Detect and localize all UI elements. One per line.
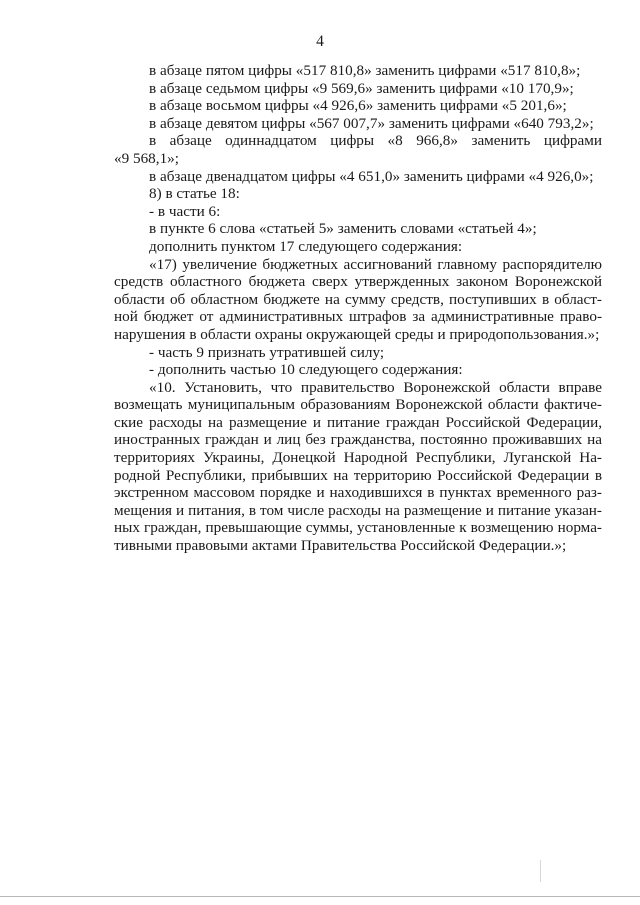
text-line: родной Республики, прибывших на территорию Российской Федерации в <box>114 466 602 484</box>
text-line: - дополнить частью 10 следующего содержания: <box>149 361 463 379</box>
text-line: ские расходы на размещение и питание граждан Российской Федерации, <box>114 413 602 431</box>
text-line: в абзаце пятом цифры «517 810,8» заменить цифрами «517 810,8»; <box>149 62 581 79</box>
text-line: нарушения в области охраны окружающей среды и природопользования.»; <box>114 325 600 343</box>
text-line: в абзаце седьмом цифры «9 569,6» заменить цифрами «10 170,9»; <box>149 79 574 97</box>
scan-mark <box>540 860 541 882</box>
text-line: «17) увеличение бюджетных ассигнований главному распорядителю <box>149 255 602 273</box>
text-line: 8) в статье 18: <box>149 185 240 203</box>
text-line: дополнить пунктом 17 следующего содержания: <box>149 237 463 255</box>
text-line: ной бюджет от административных штрафов за административные право- <box>114 308 602 326</box>
text-line: в абзаце двенадцатом цифры «4 651,0» заменить цифрами «4 926,0»; <box>149 167 594 185</box>
text-line: экстренном массовом порядке и находившихся в пунктах временного раз- <box>114 484 602 502</box>
text-line: средств областного бюджета сверх утвержденных законом Воронежской <box>114 273 602 291</box>
text-line: «9 568,1»; <box>114 149 179 167</box>
text-line: «10. Установить, что правительство Воронежской области вправе <box>149 378 602 396</box>
text-line: в абзаце восьмом цифры «4 926,6» заменить цифрами «5 201,6»; <box>149 97 567 115</box>
text-line: в пункте 6 слова «статьей 5» заменить словами «статьей 4»; <box>149 220 537 238</box>
text-line: иностранных граждан и лиц без гражданства, постоянно проживавших на <box>114 431 602 449</box>
text-line: - часть 9 признать утратившей силу; <box>149 343 385 361</box>
text-line: ных граждан, превышающие суммы, установленные к возмещению норма- <box>114 519 602 537</box>
text-line: в абзаце одиннадцатом цифры «8 966,8» заменить цифрами <box>149 132 602 150</box>
text-line: - в части 6: <box>149 202 221 220</box>
text-line: территориях Украины, Донецкой Народной Республики, Луганской На- <box>114 449 602 467</box>
text-line: мещения и питания, в том числе расходы на размещение и питание указан- <box>114 501 602 519</box>
text-line: в абзаце девятом цифры «567 007,7» заменить цифрами «640 793,2»; <box>149 114 594 132</box>
text-line: возмещать муниципальным образованиям Воронежской области фактиче- <box>114 396 602 414</box>
text-line: тивными правовыми актами Правительства Российской Федерации.»; <box>114 537 567 555</box>
text-line: области об областном бюджете на сумму средств, поступивших в област- <box>114 290 602 308</box>
footer-rule <box>0 896 640 897</box>
page-number: 4 <box>316 33 324 50</box>
document-body <box>114 62 602 555</box>
